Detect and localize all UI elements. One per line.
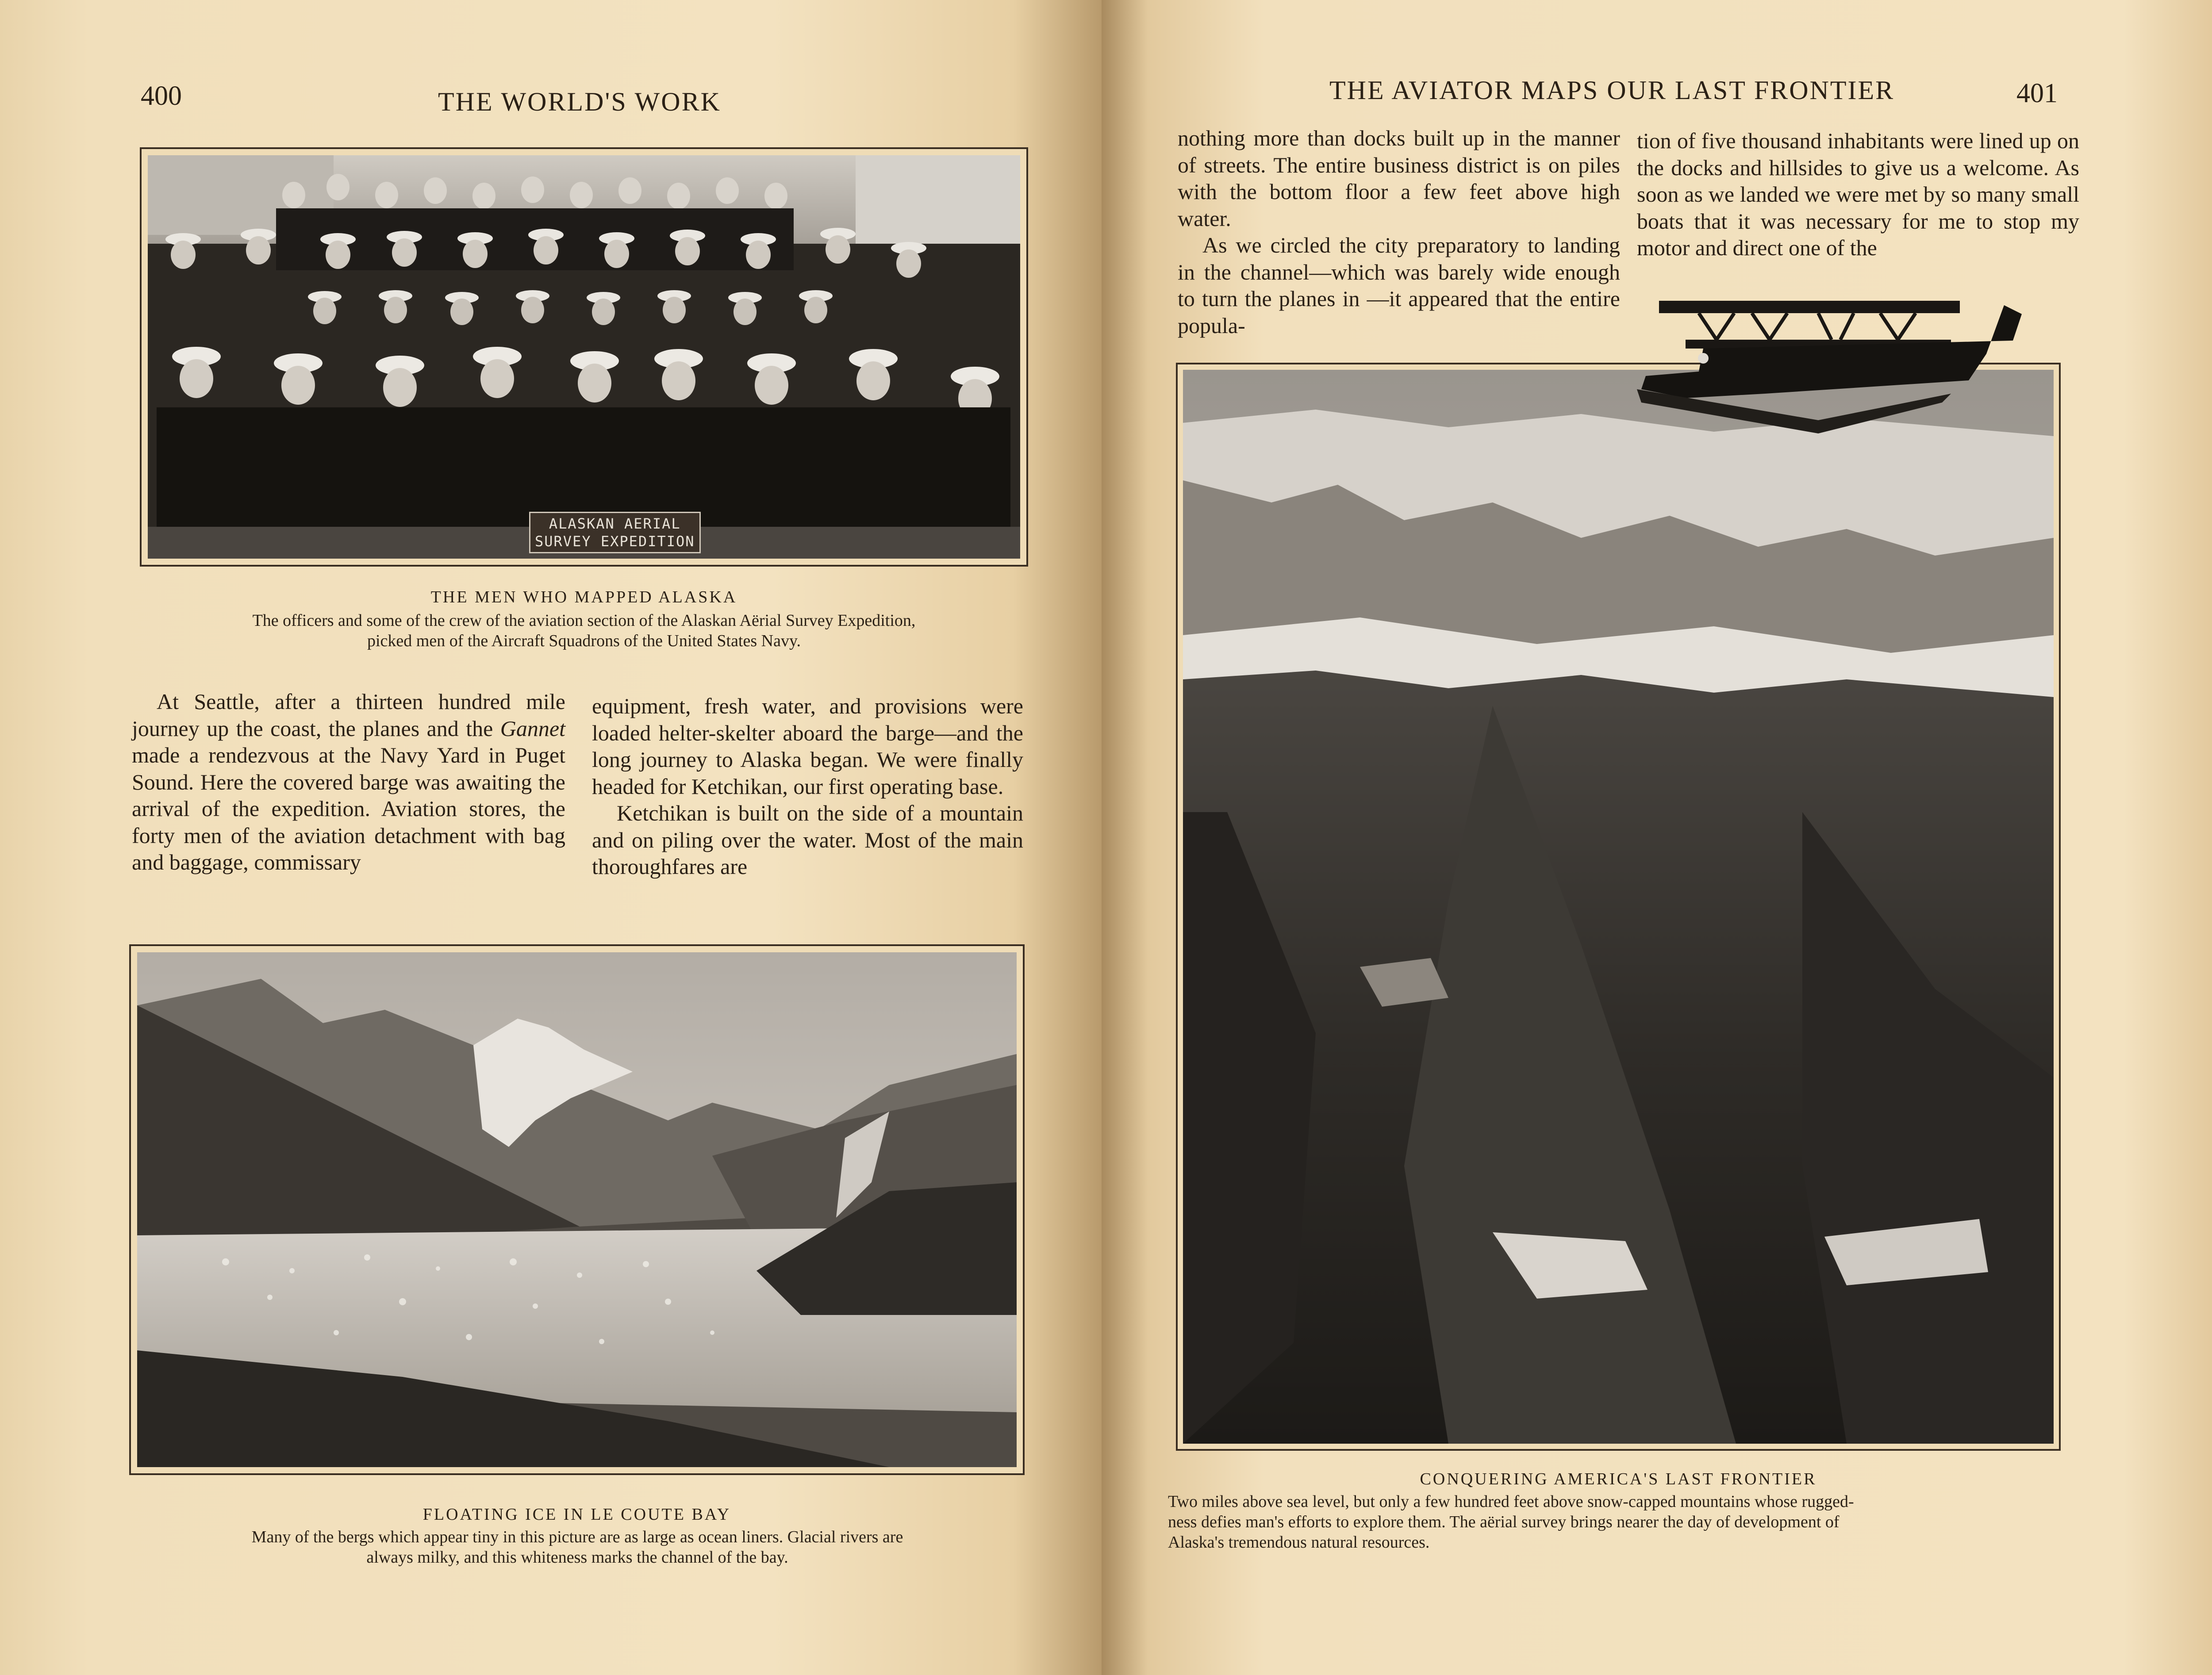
left-page-column-2 (592, 693, 1023, 880)
paragraph: nothing more than docks built up in the manner of streets. The entire business district is on piles with the bottom floor a few feet above high water. (1178, 126, 1620, 231)
ice-caption-line-1: Many of the bergs which appear tiny in this picture are as large as ocean liners. Glacial rivers are (251, 1528, 903, 1546)
mountain-aerial-image (1183, 370, 2054, 1444)
page-number-left: 400 (141, 81, 182, 111)
floating-ice-photo (129, 944, 1025, 1475)
floating-ice-image (137, 952, 1017, 1467)
crew-photo-image (148, 155, 1020, 559)
text-run: At Seattle, after a thirteen hundred mile journey up the coast, the planes and the (132, 689, 565, 741)
crew-caption-line-2: picked men of the Aircraft Squadrons of the United States Navy. (367, 632, 801, 650)
crew-photo (140, 147, 1028, 567)
ice-caption-line-2: always milky, and this whiteness marks the channel of the bay. (366, 1548, 788, 1567)
right-page (1102, 0, 2212, 1675)
running-head-right: THE AVIATOR MAPS OUR LAST FRONTIER (1329, 76, 1895, 105)
crew-photo-caption (119, 610, 1048, 651)
ship-name-italic: Gannet (500, 716, 565, 741)
left-page-column-1 (132, 688, 565, 876)
paragraph: tion of five thousand inhabitants were lined up on the docks and hillsides to give us a welcome. As soon as we landed we were met by so many small boats that it was necessary for me to stop my motor and direct one of the (1637, 128, 2079, 260)
ice-photo-caption-title: FLOATING ICE IN LE COUTE BAY (422, 1505, 731, 1524)
sign-line-2: SURVEY EXPEDITION (535, 533, 695, 550)
mountain-photo-caption (1168, 1491, 2079, 1552)
running-head-left: THE WORLD'S WORK (438, 87, 721, 116)
sign-line-1: ALASKAN AERIAL (549, 515, 681, 532)
mountain-aerial-photo (1176, 363, 2061, 1451)
page-number-right: 401 (2016, 78, 2058, 108)
text-run: made a rendezvous at the Navy Yard in Puget Sound. Here the covered barge was awaiting the arrival of the expedition. Aviation stores, the forty men of the aviation detachment with bag and baggage, commissary (132, 743, 565, 874)
crew-photo-caption-title: THE MEN WHO MAPPED ALASKA (430, 588, 737, 606)
right-page-column-2 (1637, 127, 2079, 261)
right-page-column-1 (1178, 125, 1620, 339)
mountain-photo-caption-title: CONQUERING AMERICA'S LAST FRONTIER (1420, 1470, 1817, 1488)
crew-caption-line-1: The officers and some of the crew of the aviation section of the Alaskan Aërial Survey Expedition, (252, 611, 916, 630)
paragraph (132, 688, 565, 876)
mountain-caption-line-3: Alaska's tremendous natural resources. (1168, 1533, 1430, 1552)
paragraph: As we circled the city preparatory to landing in the channel—which was barely wide enough to turn the planes in —it appeared that the entire popula- (1178, 233, 1620, 338)
seaplane-image (1632, 287, 2031, 447)
paragraph: Ketchikan is built on the side of a mountain and on piling over the water. Most of the main thoroughfares are (592, 801, 1023, 879)
paragraph: equipment, fresh water, and provisions were loaded helter-skelter aboard the barge—and the long journey to Alaska began. We were finally headed for Ketchikan, our first operating base. (592, 694, 1023, 799)
ice-photo-caption (115, 1527, 1040, 1568)
expedition-sign (529, 512, 701, 553)
mountain-caption-line-1: Two miles above sea level, but only a few hundred feet above snow-capped mountains whose rugged- (1168, 1492, 1854, 1511)
mountain-caption-line-2: ness defies man's efforts to explore them. The aërial survey brings nearer the day of development of (1168, 1513, 1839, 1531)
left-page (0, 0, 1102, 1675)
